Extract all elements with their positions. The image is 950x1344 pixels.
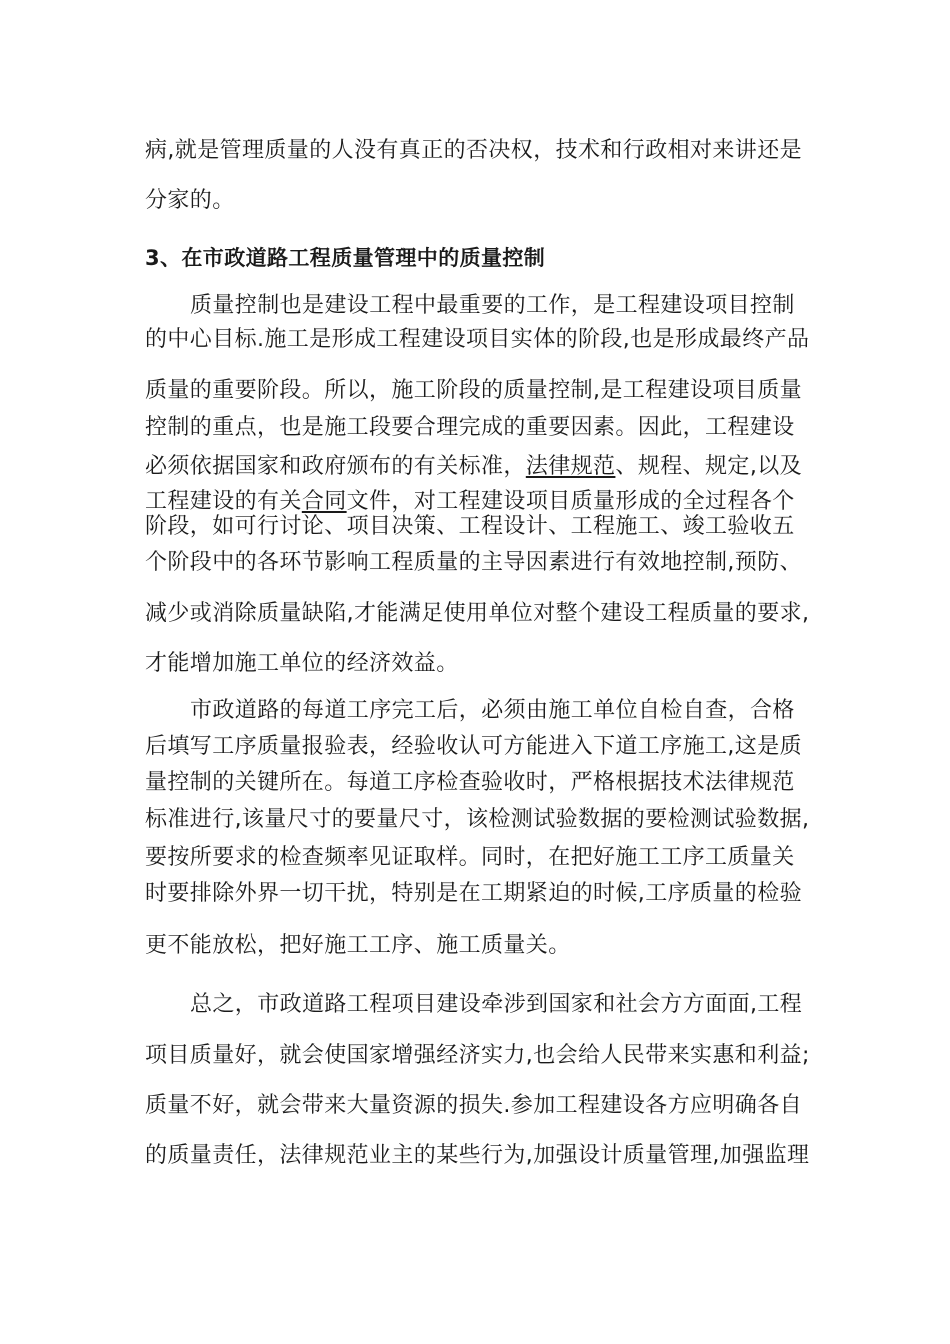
paragraph-line: 控制的重点，也是施工段要合理完成的重要因素。因此，工程建设 [145,415,795,440]
paragraph-line: 要按所要求的检查频率见证取样。同时，在把好施工工序工质量关 [145,845,795,870]
paragraph-line: 后填写工序质量报验表，经验收认可方能进入下道工序施工,这是质 [145,734,802,759]
paragraph-line: 阶段，如可行讨论、项目决策、工程设计、工程施工、竣工验收五 [145,514,795,539]
paragraph-line: 总之，市政道路工程项目建设牵涉到国家和社会方方面面,工程 [190,992,803,1017]
paragraph-line: 减少或消除质量缺陷,才能满足使用单位对整个建设工程质量的要求, [145,601,810,626]
text-span: 工程建设的有关 [145,489,302,514]
paragraph-line: 质量的重要阶段。所以，施工阶段的质量控制,是工程建设项目质量 [145,378,802,403]
paragraph-line: 更不能放松，把好施工工序、施工质量关。 [145,933,571,958]
paragraph-line: 分家的。 [145,188,235,213]
paragraph-line: 质量控制也是建设工程中最重要的工作，是工程建设项目控制 [190,293,795,318]
paragraph-line: 的中心目标.施工是形成工程建设项目实体的阶段,也是形成最终产品 [145,327,810,352]
paragraph-line: 项目质量好，就会使国家增强经济实力,也会给人民带来实惠和利益; [145,1043,810,1068]
legal-norms-link[interactable]: 法律规范 [525,454,616,479]
paragraph-line: 个阶段中的各环节影响工程质量的主导因素进行有效地控制,预防、 [145,550,802,575]
text-span: 、规程、规定,以及 [615,454,803,479]
section-heading: 3、在市政道路工程质量管理中的质量控制 [145,246,546,270]
paragraph-line: 才能增加施工单位的经济效益。 [145,651,459,676]
paragraph-line: 标准进行,该量尺寸的要量尺寸，该检测试验数据的要检测试验数据, [145,807,810,832]
paragraph-line: 的质量责任，法律规范业主的某些行为,加强设计质量管理,加强监理 [145,1143,810,1168]
paragraph-line [145,489,795,515]
paragraph-line [145,454,802,480]
paragraph-line: 病,就是管理质量的人没有真正的否决权，技术和行政相对来讲还是 [145,138,802,163]
paragraph-line: 量控制的关键所在。每道工序检查验收时，严格根据技术法律规范 [145,770,795,795]
paragraph-line: 市政道路的每道工序完工后，必须由施工单位自检自查，合格 [190,698,795,723]
text-span: 必须依据国家和政府颁布的有关标准， [145,454,526,479]
text-span: 文件，对工程建设项目质量形成的全过程各个 [346,489,795,514]
paragraph-line: 质量不好，就会带来大量资源的损失.参加工程建设各方应明确各自 [145,1093,802,1118]
paragraph-line: 时要排除外界一切干扰，特别是在工期紧迫的时候,工序质量的检验 [145,881,802,906]
contract-link[interactable]: 合同 [301,489,347,514]
